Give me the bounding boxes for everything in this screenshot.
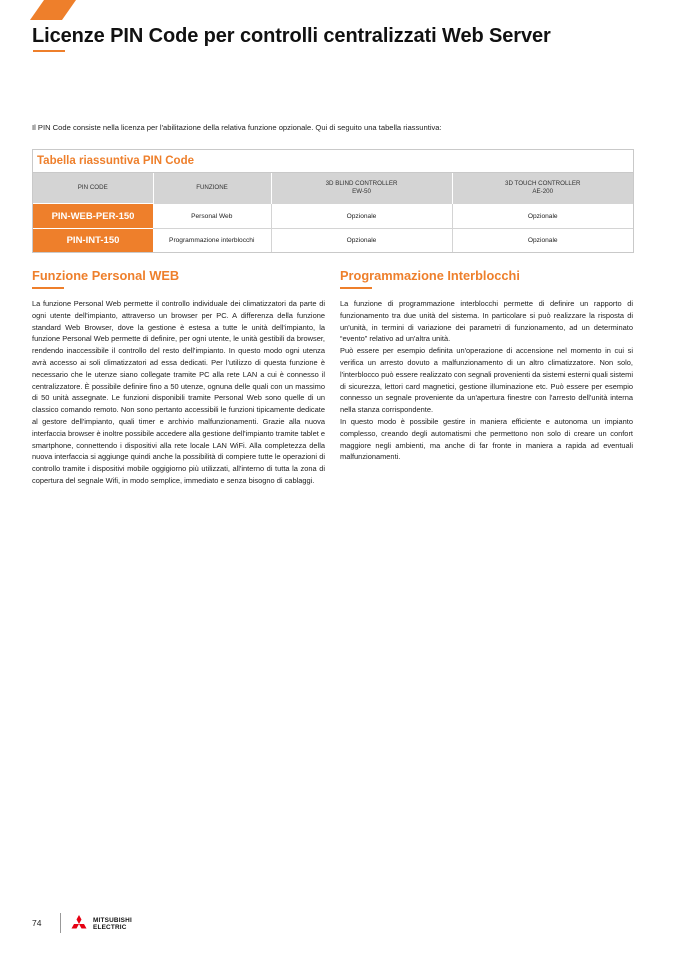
table-header-row	[33, 173, 633, 204]
function-cell: Programmazione interblocchi	[153, 229, 271, 253]
column-header-model: AE-200	[532, 188, 554, 195]
column-header-label: FUNZIONE	[196, 184, 228, 191]
page-number: 74	[32, 918, 42, 928]
section-underline	[32, 287, 64, 289]
mitsubishi-logo-icon	[69, 915, 89, 933]
summary-table-title: Tabella riassuntiva PIN Code	[33, 150, 633, 173]
brand-line-1: MITSUBISHI	[93, 917, 132, 924]
pin-code-cell: PIN-WEB-PER-150	[33, 204, 153, 229]
personal-web-heading: Funzione Personal WEB	[32, 268, 180, 283]
ae200-cell: Opzionale	[452, 204, 633, 229]
personal-web-section	[32, 268, 325, 487]
column-header-ae200	[452, 173, 633, 204]
page-title: Licenze PIN Code per controlli centralizzati Web Server	[32, 25, 551, 47]
table-row	[33, 204, 633, 229]
function-cell: Personal Web	[153, 204, 271, 229]
ew50-cell: Opzionale	[271, 229, 452, 253]
column-header-funzione	[153, 173, 271, 204]
title-underline	[33, 50, 65, 52]
interblocchi-section	[340, 268, 633, 463]
column-header-model: EW-50	[352, 188, 371, 195]
column-header-label: PIN CODE	[77, 184, 108, 191]
footer-divider	[60, 913, 61, 933]
column-header-pin-code	[33, 173, 153, 204]
interblocchi-paragraph: In questo modo è possibile gestire in maniera efficiente e autonoma un impianto complesso, creando degli automatismi che permettono non solo di creare un confort maggiore negli ambienti, ma anche di far fronte in maniera a rapida ad eventuali malfunzionamenti.	[340, 416, 633, 462]
pin-code-summary-table	[32, 149, 634, 253]
brand-line-2: ELECTRIC	[93, 924, 127, 931]
interblocchi-paragraph: Può essere per esempio definita un'operazione di accensione nel momento in cui si verifica un arresto dovuto a malfunzionamento di un altro climatizzatore. Non solo, l'interblocco può essere realizzato con segnali provenienti da sistemi esterni quali sistemi di sicurezza, lettori card magnetici, gestione illuminazione etc. Può essere per esempio connesso un segnale proveniente da un'apertura finestre con l'arresto dell'unità interna nella stanza corrispondente.	[340, 346, 633, 415]
ae200-cell: Opzionale	[452, 229, 633, 253]
section-underline	[340, 287, 372, 289]
brand-wordmark	[93, 917, 132, 931]
table-row	[33, 229, 633, 253]
column-header-label: 3D BLIND CONTROLLER	[325, 180, 398, 187]
personal-web-paragraph: La funzione Personal Web permette il controllo individuale dei climatizzatori da parte di ogni utente dell'impianto, attraverso un browser per PC. A differenza della funzione standard Web Browser, dove la gestione è estesa a tutte le unità dell'impianto, la funzione Personal Web permette di definire, per ogni utente, le unità gestibili da browser, rendendo inaccessibile il controllo del resto dell'impianto. In questo modo ogni utenza avrà accesso ai soli climatizzatori ad essa dedicati. Per l'utilizzo di questa funzione è necessario che le utenze siano collegate tramite PC alla rete LAN a cui è connesso il centralizzatore. È possibile definire fino a 50 utenze, ognuna delle quali con un massimo di 50 unità assegnate. Le funzioni disponibili tramite Personal Web sono quelle di un classico comando remoto. Non sono pertanto accessibili le funzioni tipicamente dedicate al gestore dell'impianto, quali timer e archivio malfunzionamenti. Grazie alla nuova interfaccia browser è inoltre possibile accedere alla gestione dell'impianto tramite tablet e smartphone, connettendo i dispositivi alla rete locale LAN WiFi. Alla completezza della nuova interfaccia si aggiunge quindi anche la possibilità di compiere tutte le operazioni di controllo tramite i dispositivi mobile oggigiorno più utilizzati, all'interno di tutta la zona di copertura del segnale Wifi, in modo semplice, immediato e senza bisogno di cablaggi.	[32, 299, 325, 485]
ew50-cell: Opzionale	[271, 204, 452, 229]
interblocchi-heading: Programmazione Interblocchi	[340, 268, 520, 283]
column-header-label: 3D TOUCH CONTROLLER	[505, 180, 581, 187]
intro-text: Il PIN Code consiste nella licenza per l'abilitazione della relativa funzione opzionale. Qui di seguito una tabella riassuntiva:	[32, 123, 442, 132]
column-header-ew50	[271, 173, 452, 204]
corner-accent-tab	[30, 0, 76, 20]
interblocchi-paragraph: La funzione di programmazione interblocchi permette di definire un rapporto di funzionamento tra due unità del sistema. In particolare si può realizzare la risposta di un'unità, in termini di variazione dei parametri di funzionamento, ad un determinato “evento” relativo ad un'altra unità.	[340, 299, 633, 344]
pin-code-cell: PIN-INT-150	[33, 229, 153, 253]
summary-table-grid	[33, 173, 633, 252]
